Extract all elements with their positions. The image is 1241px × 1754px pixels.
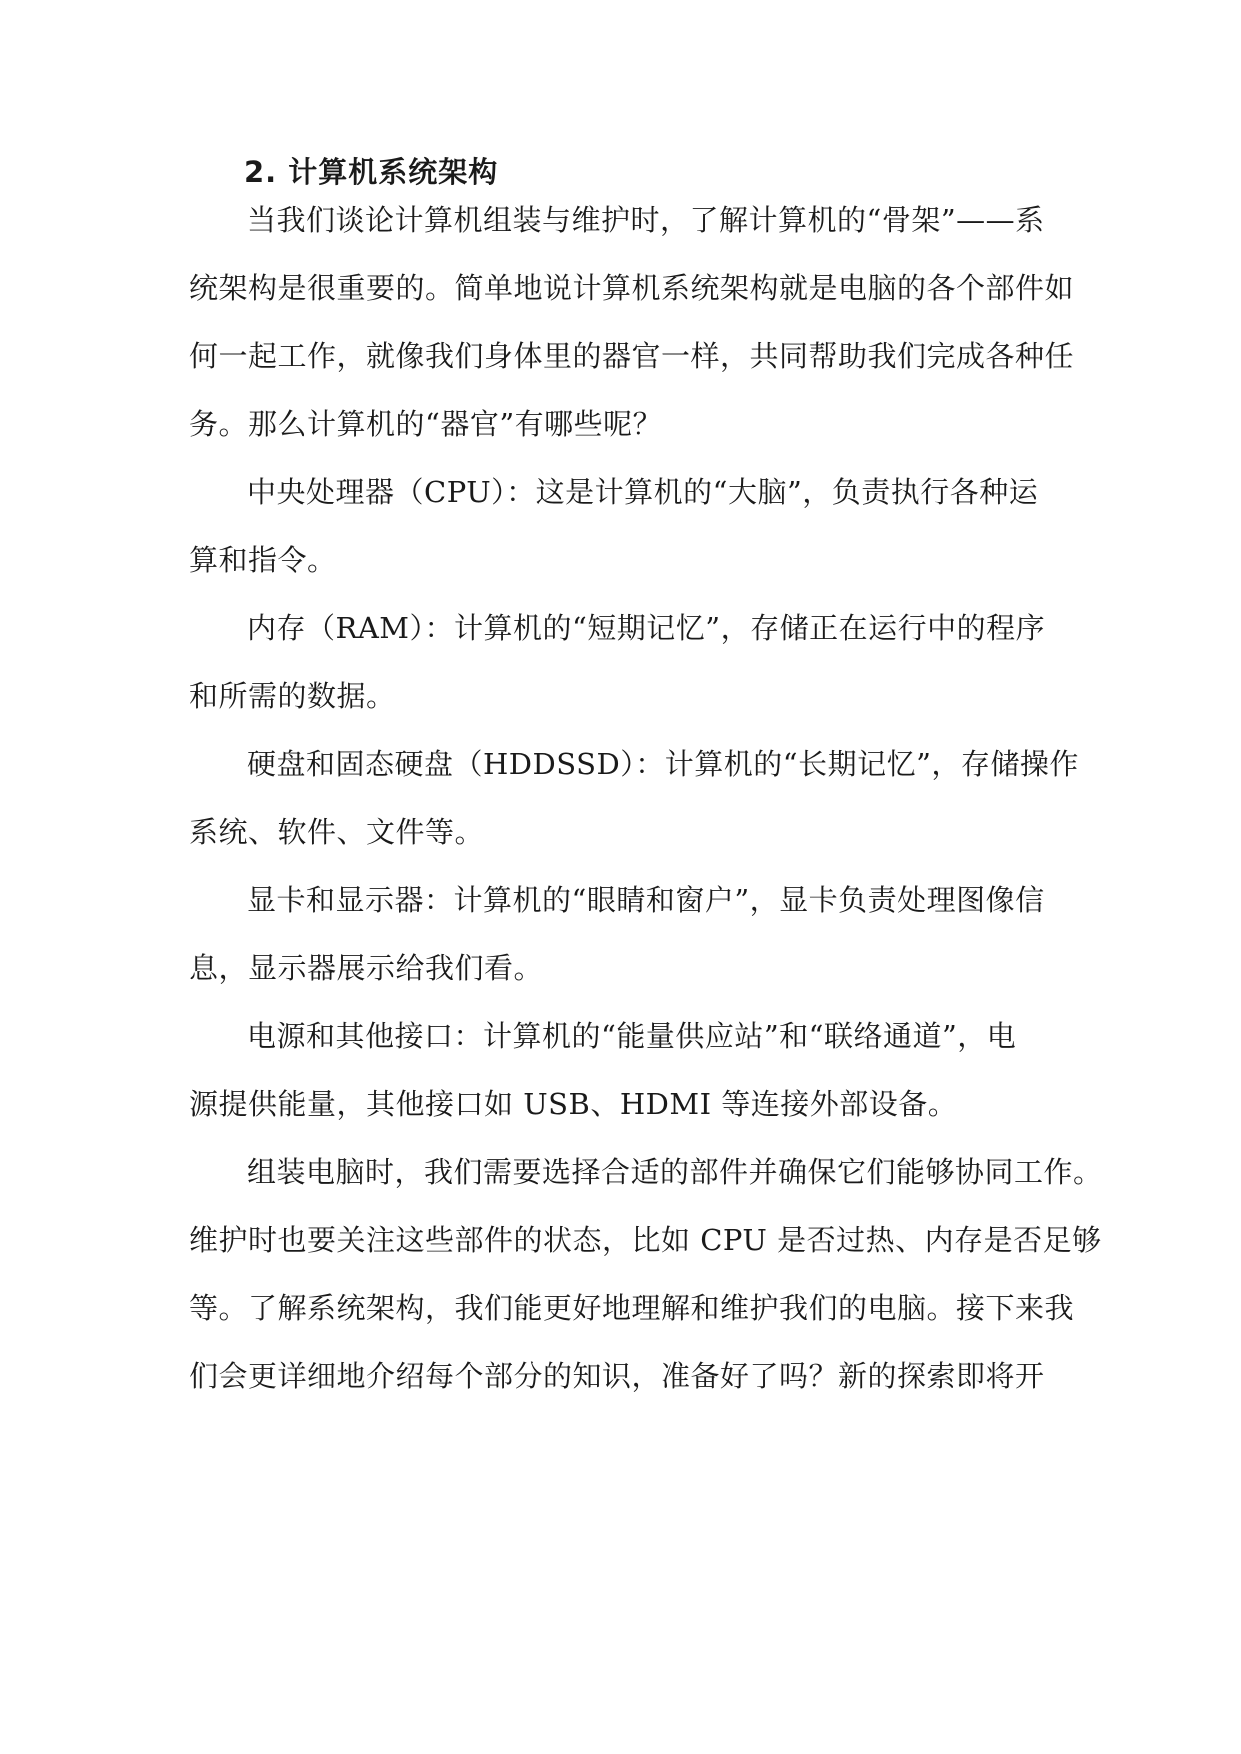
paragraph-ram-line-2: 和所需的数据。 xyxy=(189,679,396,713)
paragraph-power-line-2: 源提供能量，其他接口如 USB、HDMI 等连接外部设备。 xyxy=(189,1087,958,1121)
paragraph-intro-line-4: 务。那么计算机的“器官”有哪些呢？ xyxy=(189,407,663,441)
paragraph-intro-line-3: 何一起工作，就像我们身体里的器官一样，共同帮助我们完成各种任 xyxy=(189,339,1075,373)
paragraph-storage-line-1: 硬盘和固态硬盘（HDDSSD）：计算机的“长期记忆”，存储操作 xyxy=(247,747,1079,781)
paragraph-summary-line-1: 组装电脑时，我们需要选择合适的部件并确保它们能够协同工作。 xyxy=(247,1155,1103,1189)
paragraph-cpu-line-1: 中央处理器（CPU）：这是计算机的“大脑”，负责执行各种运 xyxy=(247,475,1039,509)
paragraph-ram-line-1: 内存（RAM）：计算机的“短期记忆”，存储正在运行中的程序 xyxy=(247,611,1046,645)
paragraph-cpu-line-2: 算和指令。 xyxy=(189,543,337,577)
paragraph-summary-line-4: 们会更详细地介绍每个部分的知识，准备好了吗？新的探索即将开 xyxy=(189,1359,1045,1393)
paragraph-display-line-1: 显卡和显示器：计算机的“眼睛和窗户”，显卡负责处理图像信 xyxy=(247,883,1045,917)
paragraph-display-line-2: 息，显示器展示给我们看。 xyxy=(189,951,544,985)
paragraph-power-line-1: 电源和其他接口：计算机的“能量供应站”和“联络通道”，电 xyxy=(247,1019,1017,1053)
section-heading: 2. 计算机系统架构 xyxy=(244,155,499,189)
paragraph-intro-line-1: 当我们谈论计算机组装与维护时，了解计算机的“骨架”——系 xyxy=(247,203,1045,237)
paragraph-summary-line-3: 等。了解系统架构，我们能更好地理解和维护我们的电脑。接下来我 xyxy=(189,1291,1075,1325)
paragraph-summary-line-2: 维护时也要关注这些部件的状态，比如 CPU 是否过热、内存是否足够 xyxy=(189,1223,1102,1257)
paragraph-storage-line-2: 系统、软件、文件等。 xyxy=(189,815,485,849)
paragraph-intro-line-2: 统架构是很重要的。简单地说计算机系统架构就是电脑的各个部件如 xyxy=(189,271,1075,305)
